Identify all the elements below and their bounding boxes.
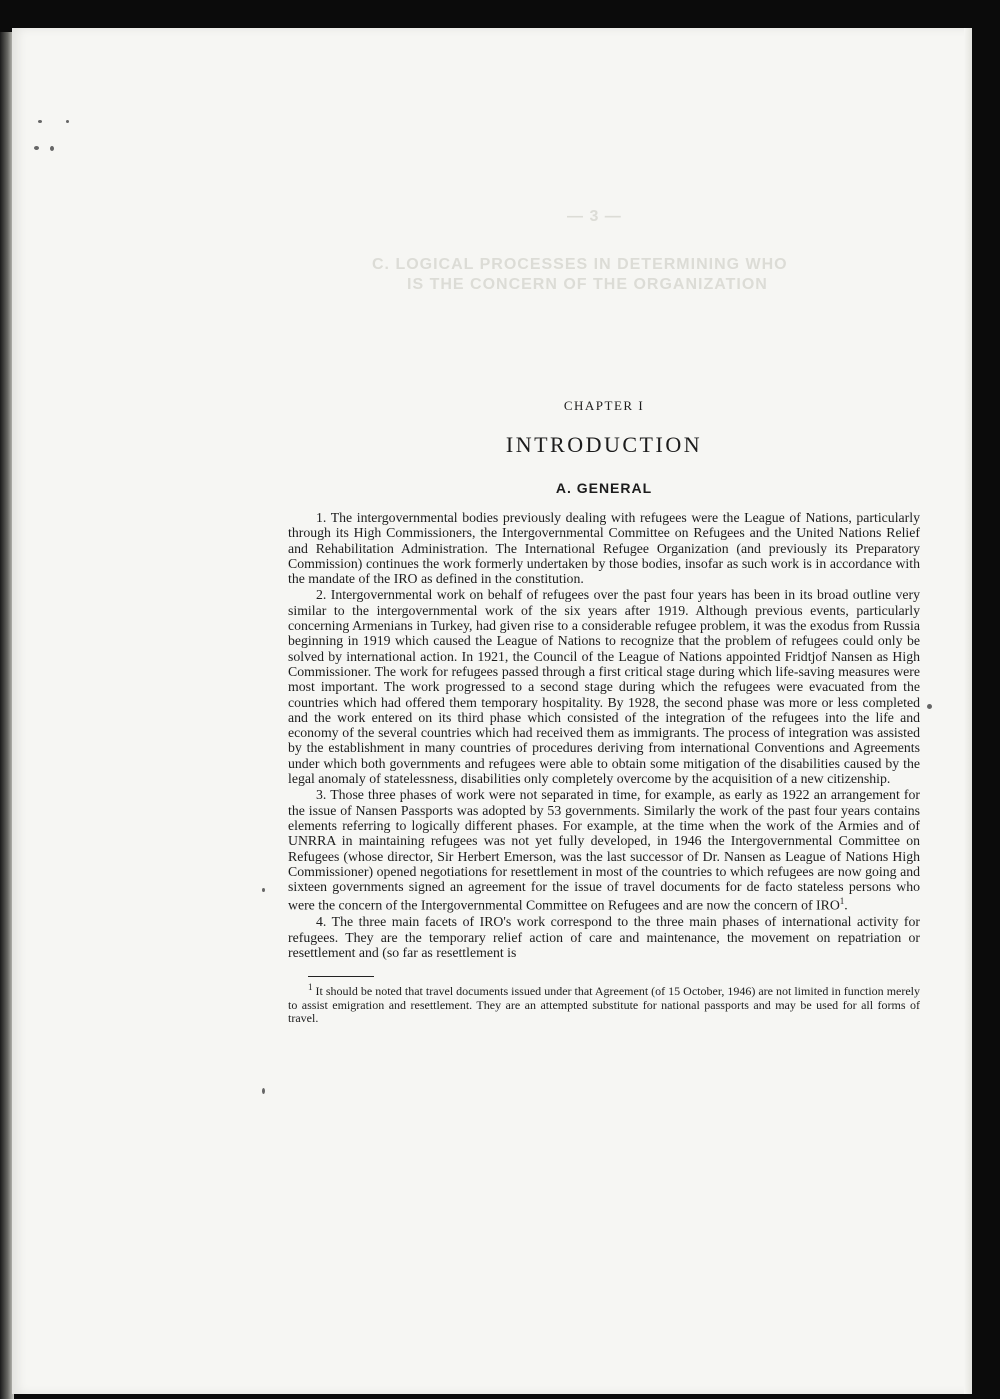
paragraph-3: 3. Those three phases of work were not separated in time, for example, as early as 1922 an arrangement for the issue of Nansen Passports was adopted by 53 governments. Similarly the work of the past four years contains elements referring to logically different phases. For example, at the time when the work of the Armies and of UNRRA in maintaining refugees was not yet fully developed, in 1946 the Intergovernmental Committee on Refugees (whose director, Sir Herbert Emerson, was the last successor of Dr. Nansen as League of Nations High Commissioner) opened negotiations for resettlement in most of the countries to which refugees are now going and sixteen governments signed an agreement for the issue of travel documents for de facto stateless persons who were the concern of the Intergovernmental Committee on Refugees and are now the concern of IRO$^1$.: [288, 787, 920, 914]
footnote-marker: 1: [308, 982, 313, 993]
footnote-text: It should be noted that travel documents issued under that Agreement (of 15 October, 1946) are not limited in function merely to assist emigration and resettlement. They are an attempted substitute for national passports and may be used for all forms of travel.: [288, 984, 921, 1026]
paragraph-2: 2. Intergovernmental work on behalf of refugees over the past four years has been in its broad outline very similar to the intergovernmental work of the six years after 1919. Although previous events, particularly concerning Armenians in Turkey, had given rise to a considerable refugee problem, it was the exodus from Russia beginning in 1919 which caused the League of Nations to recognize that the problem of refugees could only be solved by international action. In 1921, the Council of the League of Nations appointed Fridtjof Nansen as High Commissioner. The work for refugees passed through a first critical stage during which life-saving measures were most important. The work progressed to a second stage during which the refugees were evacuated from the countries which had offered them temporary hospitality. By 1928, the second phase was more or less completed and the work entered on its third phase which consisted of the integration of the refugees into the life and economy of the several countries which had received them as immigrants. The process of integration was assisted by the establishment in many countries of procedures deriving from international Conventions and Agreements under which both governments and refugees were able to obtain some mitigation of the disabilities caused by the legal anomaly of statelessness, disabilities only completely overcome by the acquisition of a new citizenship.: [288, 587, 920, 787]
scan-speck: [34, 146, 39, 150]
paragraph-3-text: 3. Those three phases of work were not separated in time, for example, as early as 1922 an arrangement for the issue of Nansen Passports was adopted by 53 governments. Similarly the work of the past four years contains elements referring to logically different phases. For example, at the time when the work of the Armies and of UNRRA in maintaining refugees was not yet fully developed, in 1946 the Intergovernmental Committee on Refugees (whose director, Sir Herbert Emerson, was the last successor of Dr. Nansen as League of Nations High Commissioner) opened negotiations for resettlement in most of the countries to which refugees are now going and sixteen governments signed an agreement for the issue of travel documents for de facto stateless persons who were the concern of the Intergovernmental Committee on Refugees and are now the concern of IRO: [288, 787, 920, 914]
scan-speck: [50, 146, 54, 151]
scan-speck: [262, 888, 265, 892]
section-title: A. GENERAL: [555, 480, 653, 496]
bleed-through-heading-line-1: C. LOGICAL PROCESSES IN DETERMINING WHO: [372, 256, 788, 273]
page-content: [288, 384, 920, 1026]
scan-speck: [66, 120, 69, 123]
chapter-label: CHAPTER I: [563, 398, 645, 413]
page-edge-shadow: [964, 28, 972, 1394]
chapter-title: INTRODUCTION: [505, 432, 703, 457]
footnote-reference: 1: [839, 896, 845, 907]
scan-speck: [38, 120, 42, 123]
bleed-through-page-number: — 3 —: [567, 208, 622, 225]
paragraph-1: 1. The intergovernmental bodies previously dealing with refugees were the League of Nations, particularly through its High Commissioners, the Intergovernmental Committee on Refugees and the United Nations Relief and Rehabilitation Administration. The International Refugee Organization (and previously its Preparatory Commission) continues the work formerly undertaken by those bodies, insofar as such work is in accordance with the mandate of the IRO as defined in the constitution.: [288, 510, 920, 587]
paragraph-4: 4. The three main facets of IRO's work correspond to the three main phases of international activity for refugees. They are the temporary relief action of care and maintenance, the movement on repatriation or resettlement and (so far as resettlement is: [288, 914, 920, 960]
scan-speck: [262, 1088, 265, 1094]
scan-speck: [927, 704, 932, 709]
footnote-divider: [308, 976, 374, 977]
bleed-through-heading-line-2: IS THE CONCERN OF THE ORGANIZATION: [407, 276, 768, 293]
footnote: [288, 981, 920, 1026]
